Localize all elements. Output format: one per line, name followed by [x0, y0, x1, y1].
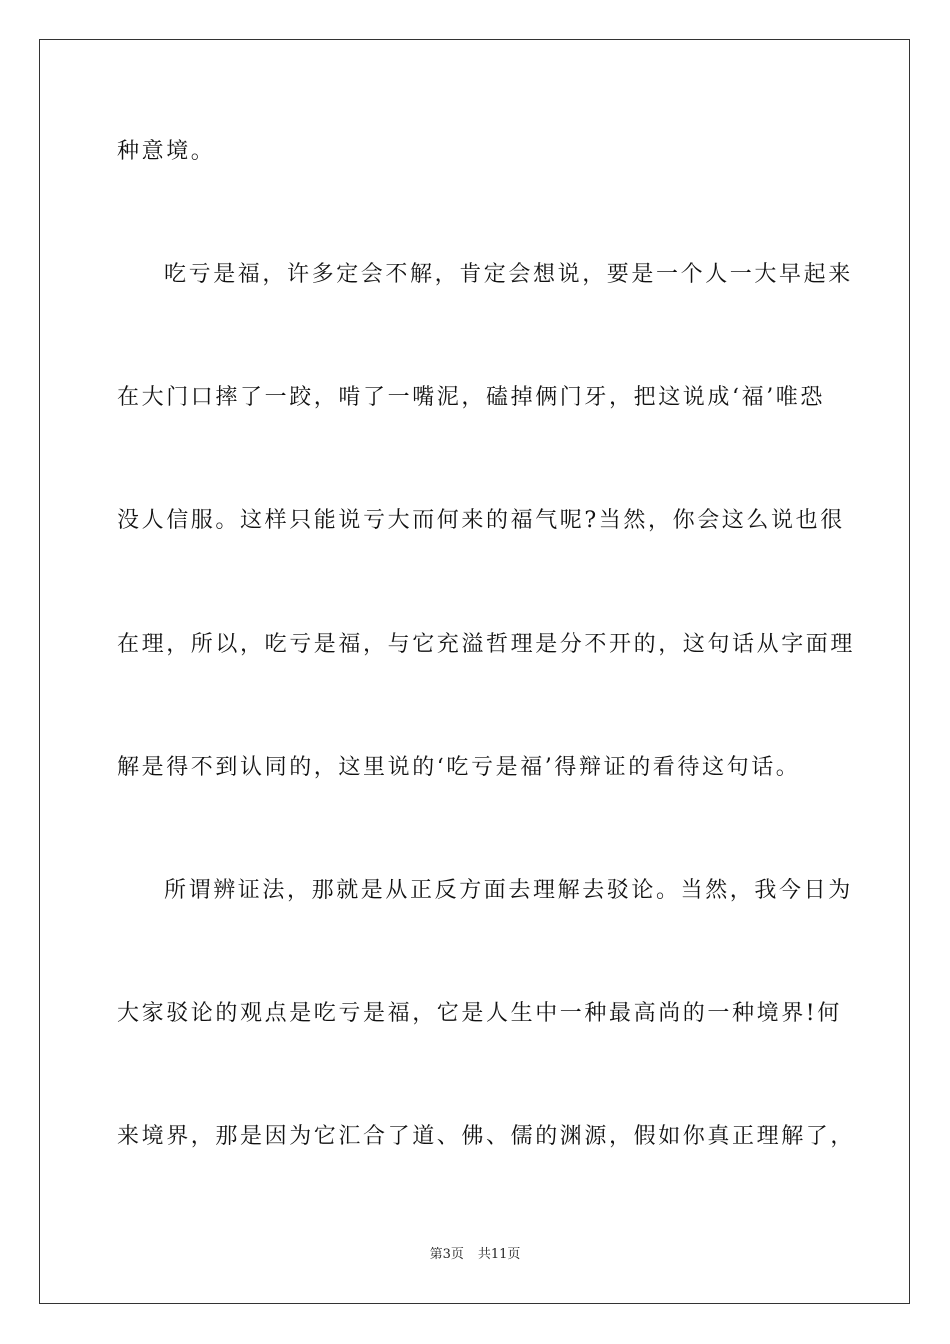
- page-footer: [0, 1246, 950, 1264]
- text-line: 种意境。: [117, 139, 216, 164]
- text-line: 在大门口摔了一跤，啃了一嘴泥，磕掉俩门牙，把这说成‘福’唯恐: [117, 385, 825, 410]
- text-line: 吃亏是福，许多定会不解，肯定会想说，要是一个人一大早起来: [164, 262, 853, 287]
- page-total: 共11页: [477, 1247, 521, 1262]
- text-line: 没人信服。这样只能说亏大而何来的福气呢?当然，你会这么说也很: [117, 508, 845, 533]
- text-line: 解是得不到认同的，这里说的‘吃亏是福’得辩证的看待这句话。: [117, 755, 801, 780]
- text-line: 在理，所以，吃亏是福，与它充溢哲理是分不开的，这句话从字面理: [117, 632, 856, 657]
- page-border: [39, 39, 910, 1304]
- text-line: 所谓辨证法，那就是从正反方面去理解去驳论。当然，我今日为: [164, 878, 853, 903]
- text-line: 来境界，那是因为它汇合了道、佛、儒的渊源，假如你真正理解了，: [117, 1124, 856, 1149]
- page-number: 第3页: [429, 1247, 464, 1262]
- text-line: 大家驳论的观点是吃亏是福，它是人生中一种最高尚的一种境界!何: [117, 1001, 842, 1026]
